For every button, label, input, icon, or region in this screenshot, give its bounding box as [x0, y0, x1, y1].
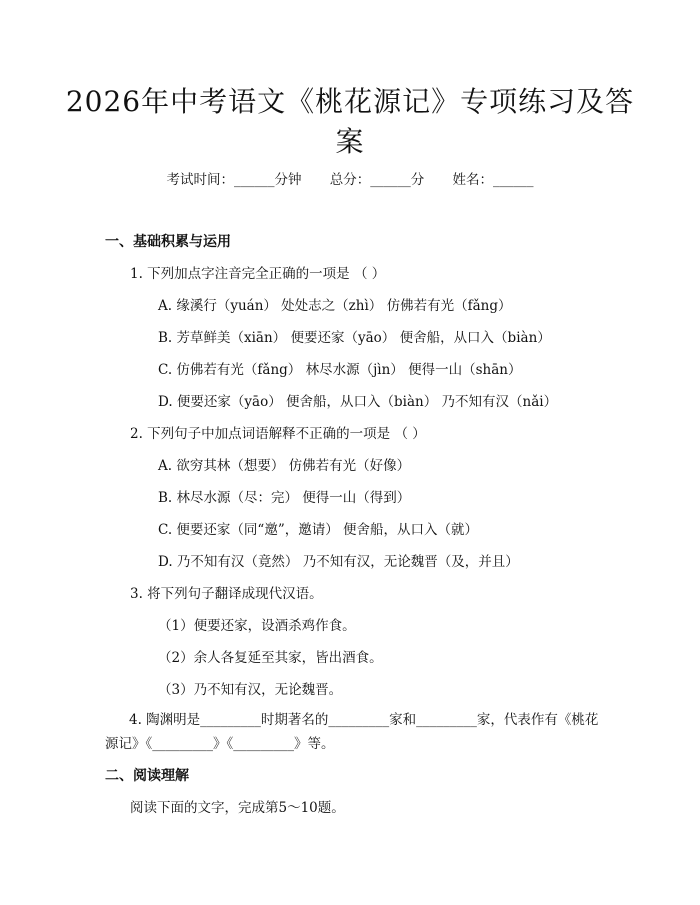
exam-name: 姓名：______	[452, 172, 534, 188]
question-2-option-c: C. 便要还家（同“邀”，邀请） 便舍船，从口入（就）	[158, 522, 479, 538]
section-heading-basics: 一、基础积累与运用	[105, 234, 231, 250]
question-2-option-b: B. 林尽水源（尽：完） 便得一山（得到）	[158, 490, 411, 506]
question-1-option-b: B. 芳草鲜美（xiān） 便要还家（yāo） 便舍船，从口入（biàn）	[158, 330, 551, 346]
exam-score: 总分：______分	[329, 172, 425, 188]
exam-info	[0, 168, 700, 188]
question-4: 4. 陶渊明是_________时期著名的_________家和_________家，代表作有《桃花源记》《_________》《_________》等。	[105, 712, 599, 752]
section-heading-reading: 二、阅读理解	[105, 768, 189, 784]
question-2-option-a: A. 欲穷其林（想要） 仿佛若有光（好像）	[158, 458, 411, 474]
question-3-item-1: （1）便要还家，设酒杀鸡作食。	[158, 618, 356, 634]
page-title: 2026年中考语文《桃花源记》专项练习及答案	[65, 85, 635, 158]
question-3-item-3: （3）乃不知有汉，无论魏晋。	[158, 682, 343, 698]
question-1-option-d: D. 便要还家（yāo） 便舍船，从口入（biàn） 乃不知有汉（nǎi）	[158, 394, 558, 410]
question-1-option-a: A. 缘溪行（yuán） 处处志之（zhì） 仿佛若有光（fǎng）	[158, 298, 512, 314]
question-3-item-2: （2）余人各复延至其家，皆出酒食。	[158, 650, 383, 666]
exam-time: 考试时间：______分钟	[166, 172, 302, 188]
question-1-stem: 1. 下列加点字注音完全正确的一项是 （ ）	[130, 266, 386, 282]
question-2-option-d: D. 乃不知有汉（竟然） 乃不知有汉，无论魏晋（及，并且）	[158, 554, 519, 570]
question-2-stem: 2. 下列句子中加点词语解释不正确的一项是 （ ）	[130, 426, 426, 442]
question-3-stem: 3. 将下列句子翻译成现代汉语。	[130, 586, 323, 602]
reading-intro: 阅读下面的文字，完成第5～10题。	[130, 800, 345, 816]
question-1-option-c: C. 仿佛若有光（fǎng） 林尽水源（jìn） 便得一山（shān）	[158, 362, 522, 378]
